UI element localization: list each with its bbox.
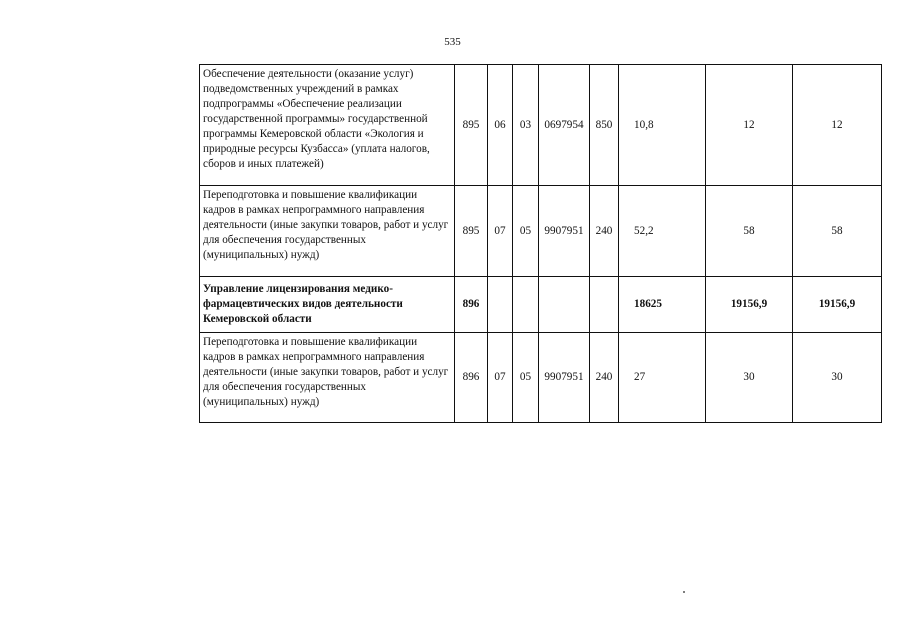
ministry-code: 895 [455, 65, 488, 186]
budget-table [199, 64, 882, 423]
ministry-code: 896 [455, 277, 488, 333]
amount-1: 10,8 [619, 65, 706, 186]
expense-type-code: 850 [590, 65, 619, 186]
subsection-code: 05 [513, 333, 539, 423]
subsection-code: 05 [513, 186, 539, 277]
scan-speck [683, 591, 685, 593]
amount-3: 12 [793, 65, 882, 186]
table-row [200, 277, 882, 333]
target-article-code: 9907951 [539, 186, 590, 277]
table-row [200, 333, 882, 423]
target-article-code: 0697954 [539, 65, 590, 186]
target-article-code [539, 277, 590, 333]
amount-2: 30 [706, 333, 793, 423]
section-code: 06 [488, 65, 513, 186]
expense-type-code: 240 [590, 333, 619, 423]
section-code [488, 277, 513, 333]
page-number: 535 [444, 36, 461, 48]
table-row [200, 186, 882, 277]
target-article-code: 9907951 [539, 333, 590, 423]
amount-1: 18625 [619, 277, 706, 333]
row-description: Переподготовка и повышение квалификации кадров в рамках непрограммного направления деятельности (иные закупки товаров, работ и услуг для обеспечения государственных (муниципальных) нужд) [200, 186, 455, 277]
section-code: 07 [488, 186, 513, 277]
amount-3: 58 [793, 186, 882, 277]
amount-1: 52,2 [619, 186, 706, 277]
amount-2: 19156,9 [706, 277, 793, 333]
expense-type-code: 240 [590, 186, 619, 277]
amount-3: 30 [793, 333, 882, 423]
expense-type-code [590, 277, 619, 333]
amount-3: 19156,9 [793, 277, 882, 333]
table-row [200, 65, 882, 186]
amount-1: 27 [619, 333, 706, 423]
ministry-code: 895 [455, 186, 488, 277]
row-description: Обеспечение деятельности (оказание услуг) подведомственных учреждений в рамках подпрограммы «Обеспечение реализации государственной программы» государственной программы Кемеровской области «Экология и природные ресурсы Кузбасса» (уплата налогов, сборов и иных платежей) [200, 65, 455, 186]
amount-2: 58 [706, 186, 793, 277]
subsection-code: 03 [513, 65, 539, 186]
amount-2: 12 [706, 65, 793, 186]
row-description: Управление лицензирования медико-фармацевтических видов деятельности Кемеровской области [200, 277, 455, 333]
subsection-code [513, 277, 539, 333]
ministry-code: 896 [455, 333, 488, 423]
section-code: 07 [488, 333, 513, 423]
row-description: Переподготовка и повышение квалификации кадров в рамках непрограммного направления деятельности (иные закупки товаров, работ и услуг для обеспечения государственных (муниципальных) нужд) [200, 333, 455, 423]
